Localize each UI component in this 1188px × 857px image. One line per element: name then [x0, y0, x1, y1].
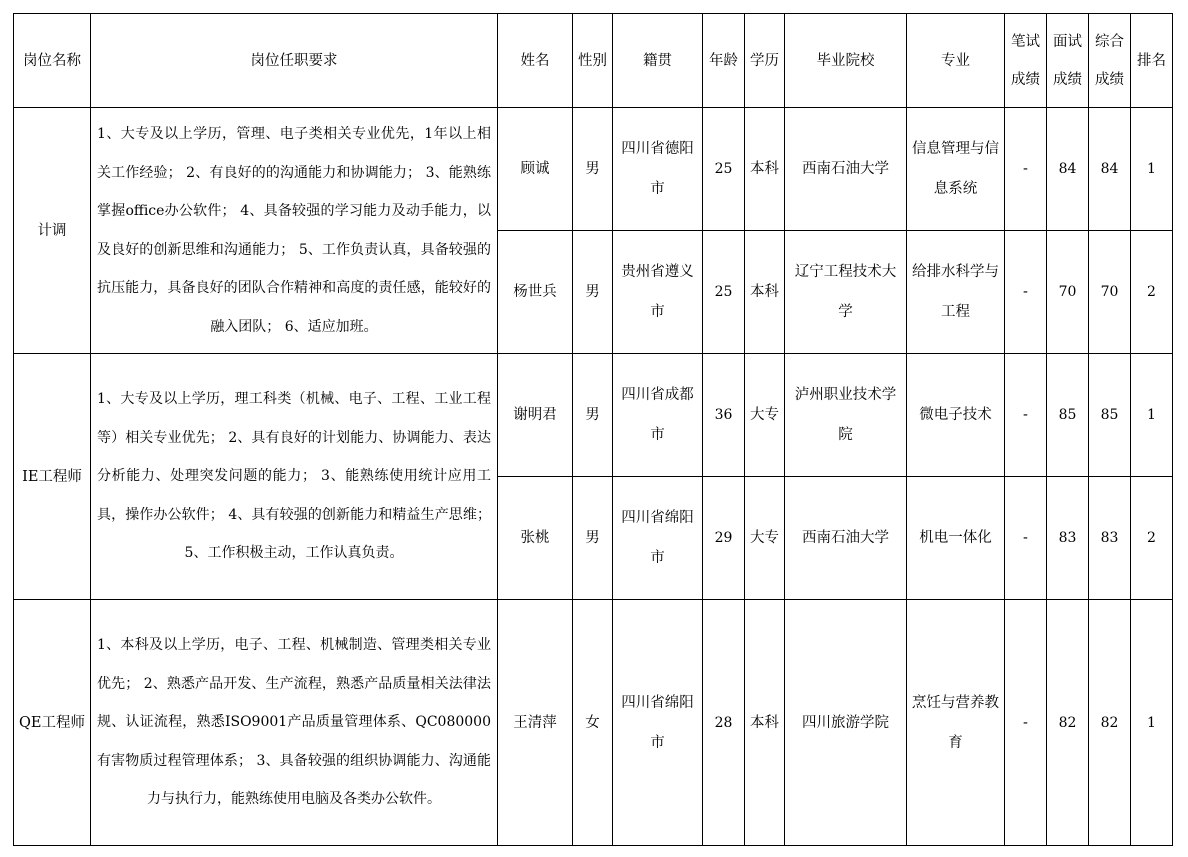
- candidate-hometown: 贵州省遵义市: [613, 231, 703, 354]
- candidate-name: 谢明君: [498, 354, 573, 477]
- candidate-major: 机电一体化: [907, 477, 1005, 600]
- header-age: 年龄: [703, 14, 745, 108]
- candidate-gender: 男: [573, 231, 613, 354]
- candidate-written-score: -: [1005, 477, 1047, 600]
- recruitment-results-table: [13, 13, 1173, 846]
- header-written-score: 笔试成绩: [1005, 14, 1047, 108]
- candidate-rank: 2: [1131, 231, 1173, 354]
- candidate-hometown: 四川省成都市: [613, 354, 703, 477]
- candidate-total-score: 84: [1089, 108, 1131, 231]
- candidate-name: 顾诚: [498, 108, 573, 231]
- candidate-written-score: -: [1005, 354, 1047, 477]
- header-gender: 性别: [573, 14, 613, 108]
- candidate-written-score: -: [1005, 600, 1047, 846]
- candidate-hometown: 四川省德阳市: [613, 108, 703, 231]
- candidate-written-score: -: [1005, 108, 1047, 231]
- candidate-education: 本科: [745, 108, 785, 231]
- table-row: [14, 108, 1173, 231]
- candidate-rank: 1: [1131, 600, 1173, 846]
- candidate-total-score: 70: [1089, 231, 1131, 354]
- header-hometown: 籍贯: [613, 14, 703, 108]
- candidate-major: 信息管理与信息系统: [907, 108, 1005, 231]
- candidate-interview-score: 85: [1047, 354, 1089, 477]
- candidate-rank: 2: [1131, 477, 1173, 600]
- candidate-gender: 男: [573, 477, 613, 600]
- header-name: 姓名: [498, 14, 573, 108]
- candidate-gender: 男: [573, 354, 613, 477]
- candidate-age: 25: [703, 108, 745, 231]
- candidate-gender: 女: [573, 600, 613, 846]
- candidate-hometown: 四川省绵阳市: [613, 477, 703, 600]
- candidate-interview-score: 83: [1047, 477, 1089, 600]
- position-title: 计调: [14, 108, 91, 354]
- candidate-school: 辽宁工程技术大学: [785, 231, 907, 354]
- candidate-rank: 1: [1131, 354, 1173, 477]
- candidate-rank: 1: [1131, 108, 1173, 231]
- candidate-name: 张桃: [498, 477, 573, 600]
- candidate-interview-score: 82: [1047, 600, 1089, 846]
- candidate-total-score: 83: [1089, 477, 1131, 600]
- candidate-education: 大专: [745, 354, 785, 477]
- candidate-total-score: 85: [1089, 354, 1131, 477]
- header-total-score: 综合成绩: [1089, 14, 1131, 108]
- header-position: 岗位名称: [14, 14, 91, 108]
- position-title: IE工程师: [14, 354, 91, 600]
- candidate-name: 王清萍: [498, 600, 573, 846]
- candidate-age: 25: [703, 231, 745, 354]
- candidate-education: 本科: [745, 600, 785, 846]
- header-requirements: 岗位任职要求: [91, 14, 498, 108]
- candidate-interview-score: 70: [1047, 231, 1089, 354]
- candidate-school: 西南石油大学: [785, 477, 907, 600]
- candidate-name: 杨世兵: [498, 231, 573, 354]
- candidate-education: 本科: [745, 231, 785, 354]
- header-rank: 排名: [1131, 14, 1173, 108]
- header-education: 学历: [745, 14, 785, 108]
- candidate-gender: 男: [573, 108, 613, 231]
- candidate-hometown: 四川省绵阳市: [613, 600, 703, 846]
- candidate-education: 大专: [745, 477, 785, 600]
- candidate-school: 西南石油大学: [785, 108, 907, 231]
- table-row: [14, 354, 1173, 477]
- position-requirements: 1、大专及以上学历，理工科类（机械、电子、工程、工业工程等）相关专业优先； 2、具有良好的计划能力、协调能力、表达分析能力、处理突发问题的能力； 3、能熟练使用统计应用工具，操作办公软件； 4、具有较强的创新能力和精益生产思维； 5、工作积极主动，工作认真负责。: [91, 354, 498, 600]
- header-school: 毕业院校: [785, 14, 907, 108]
- table-row: [14, 600, 1173, 846]
- header-major: 专业: [907, 14, 1005, 108]
- candidate-interview-score: 84: [1047, 108, 1089, 231]
- candidate-major: 烹饪与营养教育: [907, 600, 1005, 846]
- candidate-age: 36: [703, 354, 745, 477]
- candidate-school: 四川旅游学院: [785, 600, 907, 846]
- candidate-school: 泸州职业技术学院: [785, 354, 907, 477]
- candidate-age: 29: [703, 477, 745, 600]
- header-interview-score: 面试成绩: [1047, 14, 1089, 108]
- position-requirements: 1、大专及以上学历，管理、电子类相关专业优先，1年以上相关工作经验； 2、有良好的的沟通能力和协调能力； 3、能熟练掌握office办公软件； 4、具备较强的学习能力及动手能力，以及良好的创新思维和沟通能力； 5、工作负责认真，具备较强的抗压能力，具备良好的团队合作精神和高度的责任感，能较好的融入团队； 6、适应加班。: [91, 108, 498, 354]
- candidate-total-score: 82: [1089, 600, 1131, 846]
- position-requirements: 1、本科及以上学历，电子、工程、机械制造、管理类相关专业优先； 2、熟悉产品开发、生产流程，熟悉产品质量相关法律法规、认证流程，熟悉ISO9001产品质量管理体系、QC080000有害物质过程管理体系； 3、具备较强的组织协调能力、沟通能力与执行力，能熟练使用电脑及各类办公软件。: [91, 600, 498, 846]
- header-row: [14, 14, 1173, 108]
- candidate-written-score: -: [1005, 231, 1047, 354]
- candidate-major: 微电子技术: [907, 354, 1005, 477]
- candidate-major: 给排水科学与工程: [907, 231, 1005, 354]
- position-title: QE工程师: [14, 600, 91, 846]
- candidate-age: 28: [703, 600, 745, 846]
